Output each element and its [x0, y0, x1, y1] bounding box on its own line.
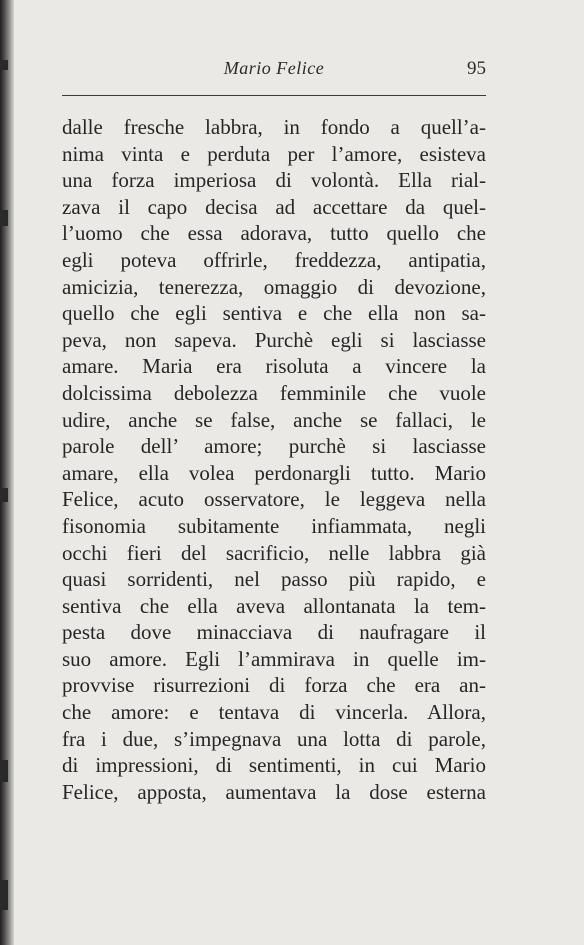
page-number: 95 [467, 58, 486, 79]
text-line: una forza imperiosa di volontà. Ella rial- [62, 168, 486, 193]
running-header [62, 58, 486, 92]
spine-mark [0, 488, 8, 502]
text-line: occhi fieri del sacrificio, nelle labbra già [62, 540, 486, 565]
text-line: provvise risurrezioni di forza che era an- [62, 673, 486, 698]
text-line: di impressioni, di sentimenti, in cui Mario [62, 753, 486, 778]
spine-mark [0, 880, 8, 910]
text-line: suo amore. Egli l’ammirava in quelle im- [62, 646, 486, 671]
text-line: l’uomo che essa adorava, tutto quello che [62, 221, 486, 246]
text-line: fisonomia subitamente infiammata, negli [62, 513, 486, 538]
text-line: che amore: e tentava di vincerla. Allora, [62, 700, 486, 725]
text-line: nima vinta e perduta per l’amore, esisteva [62, 141, 486, 166]
body-text [62, 114, 486, 805]
text-line: amare, ella volea perdonargli tutto. Mario [62, 460, 486, 485]
text-line: Felice, apposta, aumentava la dose esterna [62, 779, 486, 804]
text-line: Felice, acuto osservatore, le leggeva nella [62, 487, 486, 512]
text-line: dolcissima debolezza femminile che vuole [62, 380, 486, 405]
text-line: fra i due, s’impegnava una lotta di parole, [62, 726, 486, 751]
text-line: amicizia, tenerezza, omaggio di devozione, [62, 274, 486, 299]
text-line: udire, anche se false, anche se fallaci, le [62, 407, 486, 432]
text-line: egli poteva offrirle, freddezza, antipatia, [62, 247, 486, 272]
running-title: Mario Felice [223, 58, 325, 78]
spine-mark [0, 760, 8, 782]
spine-mark [0, 60, 8, 70]
header-rule [62, 95, 486, 96]
text-line: peva, non sapeva. Purchè egli si lasciasse [62, 327, 486, 352]
text-line: parole dell’ amore; purchè si lasciasse [62, 434, 486, 459]
text-line: zava il capo decisa ad accettare da quel- [62, 194, 486, 219]
book-spine-edge [0, 0, 14, 945]
text-line: pesta dove minacciava di naufragare il [62, 620, 486, 645]
text-line: sentiva che ella aveva allontanata la tem- [62, 593, 486, 618]
text-line: quasi sorridenti, nel passo più rapido, e [62, 567, 486, 592]
text-line: amare. Maria era risoluta a vincere la [62, 354, 486, 379]
text-line: dalle fresche labbra, in fondo a quell’a- [62, 115, 486, 139]
text-line: quello che egli sentiva e che ella non sa- [62, 301, 486, 326]
spine-mark [0, 210, 8, 226]
